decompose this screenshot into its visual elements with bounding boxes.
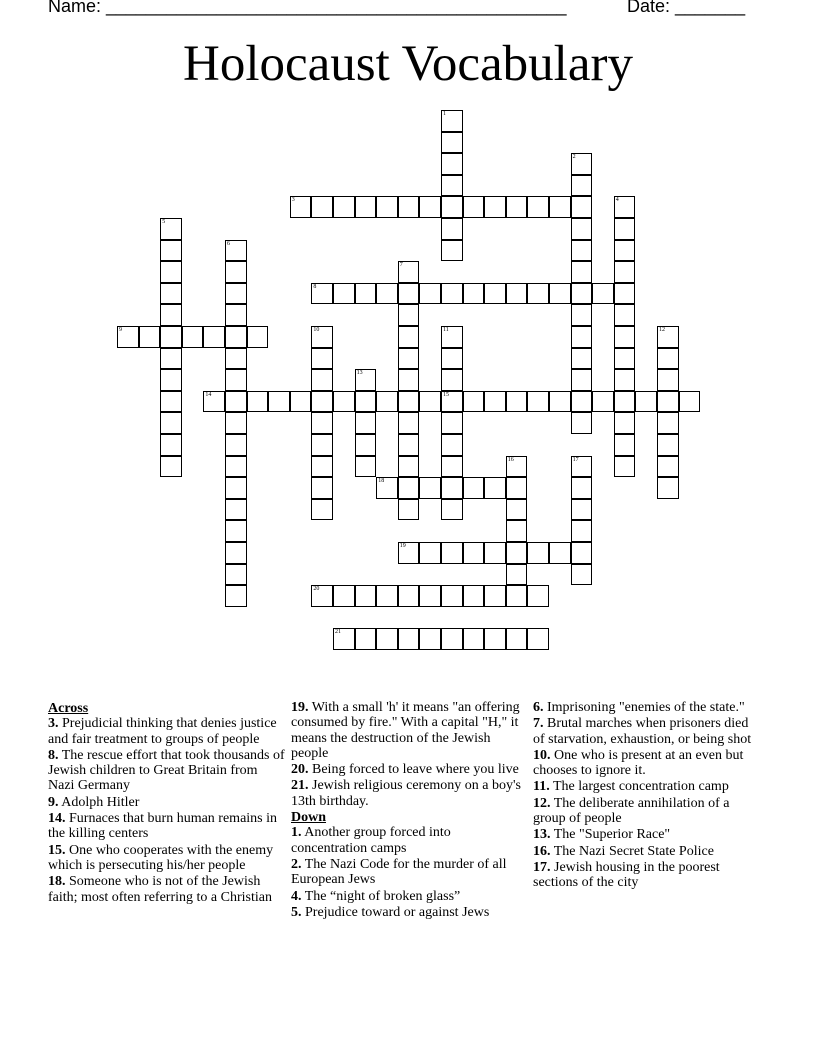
- grid-cell[interactable]: [506, 542, 528, 564]
- grid-cell[interactable]: [506, 564, 528, 586]
- grid-cell[interactable]: [484, 391, 506, 413]
- grid-cell[interactable]: [614, 326, 636, 348]
- clue-number: 18: [378, 478, 385, 485]
- grid-cell[interactable]: [571, 326, 593, 348]
- grid-cell[interactable]: [614, 261, 636, 283]
- grid-cell[interactable]: [311, 499, 333, 521]
- clue-text: With a small 'h' it means "an offering consumed by fire." With a capital "H," it means the destruction of the Jewish people: [291, 700, 520, 761]
- grid-cell[interactable]: [506, 477, 528, 499]
- grid-cell[interactable]: [398, 499, 420, 521]
- clue-number: 15: [443, 391, 449, 398]
- grid-cell[interactable]: [225, 499, 247, 521]
- grid-cell[interactable]: [571, 391, 593, 413]
- grid-cell[interactable]: [203, 391, 225, 413]
- grid-cell[interactable]: [419, 196, 441, 218]
- clues-column-1: [48, 700, 286, 906]
- grid-cell[interactable]: [463, 283, 485, 305]
- grid-cell[interactable]: [225, 240, 247, 262]
- grid-cell[interactable]: [657, 434, 679, 456]
- grid-cell[interactable]: [398, 456, 420, 478]
- grid-cell[interactable]: [160, 412, 182, 434]
- grid-cell[interactable]: [441, 326, 463, 348]
- grid-cell[interactable]: [376, 283, 398, 305]
- clue-number-label: 10.: [533, 747, 551, 763]
- grid-cell[interactable]: [484, 542, 506, 564]
- across-heading: Across: [48, 701, 89, 716]
- clue-number: 5: [162, 219, 166, 225]
- clue-number: 21: [335, 629, 341, 636]
- grid-cell[interactable]: [333, 585, 355, 607]
- grid-cell[interactable]: [333, 283, 355, 305]
- clue-number-label: 13.: [533, 827, 551, 843]
- grid-cell[interactable]: [527, 196, 549, 218]
- clue-text: Prejudice toward or against Jews: [305, 904, 490, 920]
- grid-cell[interactable]: [657, 477, 679, 499]
- clue-number-label: 4.: [291, 888, 302, 904]
- clue-number-label: 14.: [48, 811, 66, 827]
- grid-cell[interactable]: [355, 283, 377, 305]
- grid-cell[interactable]: [376, 196, 398, 218]
- clue-number: 14: [205, 391, 212, 398]
- clue-text: Jewish religious ceremony on a boy's 13th birthday.: [291, 778, 521, 809]
- grid-cell[interactable]: [571, 240, 593, 262]
- grid-cell[interactable]: [441, 283, 463, 305]
- grid-cell[interactable]: [290, 196, 312, 218]
- grid-cell[interactable]: [441, 412, 463, 434]
- clue-down-6: [533, 700, 758, 715]
- clue-across-20: [291, 762, 521, 777]
- grid-cell[interactable]: [398, 283, 420, 305]
- grid-cell[interactable]: [441, 477, 463, 499]
- clue-across-19: [291, 700, 521, 761]
- grid-cell[interactable]: [571, 499, 593, 521]
- grid-cell[interactable]: [398, 585, 420, 607]
- clue-number-label: 12.: [533, 795, 551, 811]
- clue-text: One who cooperates with the enemy which is persecuting his/her people: [48, 842, 274, 873]
- grid-cell[interactable]: [398, 326, 420, 348]
- grid-cell[interactable]: [376, 585, 398, 607]
- clue-number: 8: [313, 283, 317, 290]
- grid-cell[interactable]: [441, 628, 463, 650]
- grid-cell[interactable]: [614, 304, 636, 326]
- grid-cell[interactable]: [225, 542, 247, 564]
- grid-cell[interactable]: [441, 240, 463, 262]
- grid-cell[interactable]: [419, 283, 441, 305]
- grid-cell[interactable]: [571, 542, 593, 564]
- grid-cell[interactable]: [506, 499, 528, 521]
- clue-down-7: [533, 716, 758, 747]
- clue-number: 12: [659, 327, 665, 333]
- grid-cell[interactable]: [160, 369, 182, 391]
- grid-cell[interactable]: [614, 456, 636, 478]
- clue-across-18: [48, 874, 286, 905]
- grid-cell[interactable]: [398, 542, 420, 564]
- grid-cell[interactable]: [355, 456, 377, 478]
- clue-text: Adolph Hitler: [61, 794, 140, 810]
- clue-down-5: [291, 905, 521, 920]
- clue-number: 7: [399, 262, 403, 269]
- clue-down-1: [291, 825, 521, 856]
- grid-cell[interactable]: [160, 261, 182, 283]
- grid-cell[interactable]: [441, 542, 463, 564]
- grid-cell[interactable]: [549, 283, 571, 305]
- clue-number-label: 18.: [48, 874, 66, 890]
- grid-cell[interactable]: [527, 628, 549, 650]
- grid-cell[interactable]: [160, 456, 182, 478]
- grid-cell[interactable]: [441, 218, 463, 240]
- grid-cell[interactable]: [398, 477, 420, 499]
- grid-cell[interactable]: [571, 456, 593, 478]
- grid-cell[interactable]: [441, 110, 463, 132]
- grid-cell[interactable]: [571, 348, 593, 370]
- grid-cell[interactable]: [571, 412, 593, 434]
- grid-cell[interactable]: [657, 412, 679, 434]
- clue-across-8: [48, 748, 286, 794]
- grid-cell[interactable]: [506, 520, 528, 542]
- grid-cell[interactable]: [311, 196, 333, 218]
- clue-text: Someone who is not of the Jewish faith; most often referring to a Christian: [48, 874, 272, 905]
- clue-number-label: 5.: [291, 904, 302, 920]
- grid-cell[interactable]: [571, 477, 593, 499]
- grid-cell[interactable]: [441, 132, 463, 154]
- grid-cell[interactable]: [398, 348, 420, 370]
- grid-cell[interactable]: [355, 585, 377, 607]
- clue-number: 16: [507, 456, 514, 463]
- grid-cell[interactable]: [571, 283, 593, 305]
- grid-cell[interactable]: [419, 477, 441, 499]
- clue-number-label: 15.: [48, 842, 66, 858]
- clue-down-17: [533, 860, 758, 891]
- grid-cell[interactable]: [571, 369, 593, 391]
- grid-cell[interactable]: [333, 628, 355, 650]
- grid-cell[interactable]: [571, 218, 593, 240]
- grid-cell[interactable]: [398, 261, 420, 283]
- grid-cell[interactable]: [355, 369, 377, 391]
- grid-cell[interactable]: [484, 283, 506, 305]
- clue-down-12: [533, 796, 758, 827]
- grid-cell[interactable]: [355, 412, 377, 434]
- grid-cell[interactable]: [311, 391, 333, 413]
- date-field[interactable]: Date: _______: [627, 0, 746, 16]
- grid-cell[interactable]: [419, 542, 441, 564]
- clue-across-15: [48, 843, 286, 874]
- grid-cell[interactable]: [311, 283, 333, 305]
- clue-number-label: 8.: [48, 747, 59, 763]
- grid-cell[interactable]: [441, 196, 463, 218]
- clue-text: Jewish housing in the poorest sections of the city: [533, 859, 720, 891]
- clue-number-label: 7.: [533, 716, 544, 732]
- grid-cell[interactable]: [441, 348, 463, 370]
- clue-number: 1: [443, 111, 446, 117]
- down-heading: Down: [291, 810, 327, 826]
- grid-cell[interactable]: [225, 456, 247, 478]
- clue-text: The deliberate annihilation of a group of people: [533, 795, 730, 827]
- clue-text: Prejudicial thinking that denies justice and fair treatment to groups of people: [48, 716, 277, 747]
- clue-text: The "Superior Race": [553, 827, 671, 843]
- grid-cell[interactable]: [571, 153, 593, 175]
- clue-across-14: [48, 811, 286, 842]
- grid-cell[interactable]: [635, 391, 657, 413]
- grid-cell[interactable]: [398, 391, 420, 413]
- grid-cell[interactable]: [160, 240, 182, 262]
- grid-cell[interactable]: [225, 369, 247, 391]
- grid-cell[interactable]: [160, 304, 182, 326]
- grid-cell[interactable]: [225, 326, 247, 348]
- grid-cell[interactable]: [463, 628, 485, 650]
- grid-cell[interactable]: [657, 326, 679, 348]
- grid-cell[interactable]: [463, 585, 485, 607]
- grid-cell[interactable]: [311, 456, 333, 478]
- grid-cell[interactable]: [225, 412, 247, 434]
- grid-cell[interactable]: [571, 261, 593, 283]
- grid-cell[interactable]: [225, 304, 247, 326]
- grid-cell[interactable]: [592, 283, 614, 305]
- clue-number: 9: [119, 327, 122, 333]
- grid-cell[interactable]: [160, 348, 182, 370]
- clue-down-11: [533, 779, 758, 794]
- grid-cell[interactable]: [657, 369, 679, 391]
- grid-cell[interactable]: [441, 153, 463, 175]
- grid-cell[interactable]: [506, 585, 528, 607]
- grid-cell[interactable]: [614, 412, 636, 434]
- clue-number: 19: [399, 543, 406, 549]
- grid-cell[interactable]: [441, 499, 463, 521]
- grid-cell[interactable]: [268, 391, 290, 413]
- clue-across-3: [48, 716, 286, 747]
- grid-cell[interactable]: [398, 412, 420, 434]
- grid-cell[interactable]: [355, 391, 377, 413]
- grid-cell[interactable]: [527, 391, 549, 413]
- grid-cell[interactable]: [506, 283, 528, 305]
- grid-cell[interactable]: [527, 542, 549, 564]
- grid-cell[interactable]: [527, 283, 549, 305]
- grid-cell[interactable]: [549, 542, 571, 564]
- clue-number: 20: [313, 586, 320, 593]
- grid-cell[interactable]: [225, 391, 247, 413]
- grid-cell[interactable]: [225, 283, 247, 305]
- grid-cell[interactable]: [247, 391, 269, 413]
- grid-cell[interactable]: [225, 585, 247, 607]
- grid-cell[interactable]: [225, 261, 247, 283]
- grid-cell[interactable]: [355, 434, 377, 456]
- clue-down-16: [533, 844, 758, 859]
- grid-cell[interactable]: [484, 196, 506, 218]
- clue-text: The “night of broken glass”: [304, 888, 461, 904]
- grid-cell[interactable]: [311, 412, 333, 434]
- grid-cell[interactable]: [614, 218, 636, 240]
- grid-cell[interactable]: [117, 326, 139, 348]
- clue-number-label: 3.: [48, 716, 59, 732]
- clue-number-label: 2.: [291, 856, 302, 872]
- clue-text: The Nazi Secret State Police: [553, 843, 714, 859]
- clue-number-label: 16.: [533, 843, 551, 859]
- clue-number-label: 6.: [533, 700, 544, 715]
- clue-down-4: [291, 889, 521, 904]
- grid-cell[interactable]: [355, 196, 377, 218]
- grid-cell[interactable]: [160, 326, 182, 348]
- grid-cell[interactable]: [290, 391, 312, 413]
- grid-cell[interactable]: [571, 564, 593, 586]
- clue-number-label: 21.: [291, 778, 309, 794]
- grid-cell[interactable]: [160, 218, 182, 240]
- clue-number: 13: [356, 370, 363, 377]
- grid-cell[interactable]: [311, 585, 333, 607]
- clue-number: 2: [572, 154, 576, 161]
- grid-cell[interactable]: [463, 196, 485, 218]
- grid-cell[interactable]: [441, 175, 463, 197]
- grid-cell[interactable]: [139, 326, 161, 348]
- clue-down-10: [533, 748, 758, 779]
- grid-cell[interactable]: [657, 456, 679, 478]
- grid-cell[interactable]: [398, 369, 420, 391]
- clue-across-21: [291, 778, 521, 809]
- grid-cell[interactable]: [614, 196, 636, 218]
- grid-cell[interactable]: [506, 456, 528, 478]
- clue-text: Another group forced into concentration camps: [291, 825, 451, 856]
- clue-number: 10: [313, 327, 320, 333]
- grid-cell[interactable]: [160, 391, 182, 413]
- grid-cell[interactable]: [657, 348, 679, 370]
- grid-cell[interactable]: [398, 434, 420, 456]
- clue-number-label: 20.: [291, 762, 309, 778]
- grid-cell[interactable]: [679, 391, 701, 413]
- clue-number: 11: [443, 327, 449, 333]
- grid-cell[interactable]: [441, 391, 463, 413]
- grid-cell[interactable]: [160, 283, 182, 305]
- grid-cell[interactable]: [657, 391, 679, 413]
- grid-cell[interactable]: [182, 326, 204, 348]
- grid-cell[interactable]: [376, 628, 398, 650]
- clue-number: 17: [572, 456, 579, 463]
- grid-cell[interactable]: [463, 542, 485, 564]
- grid-cell[interactable]: [549, 196, 571, 218]
- grid-cell[interactable]: [571, 175, 593, 197]
- clue-text: The largest concentration camp: [552, 779, 729, 795]
- grid-cell[interactable]: [592, 391, 614, 413]
- name-field[interactable]: Name: ______________________________________________: [48, 0, 567, 16]
- grid-cell[interactable]: [355, 628, 377, 650]
- grid-cell[interactable]: [484, 628, 506, 650]
- grid-cell[interactable]: [571, 304, 593, 326]
- grid-cell[interactable]: [419, 585, 441, 607]
- grid-cell[interactable]: [203, 326, 225, 348]
- clues-column-2: [291, 700, 521, 921]
- grid-cell[interactable]: [311, 369, 333, 391]
- clue-number: 6: [227, 240, 230, 247]
- clue-text: The Nazi Code for the murder of all European Jews: [291, 856, 507, 888]
- grid-cell[interactable]: [463, 477, 485, 499]
- grid-cell[interactable]: [225, 434, 247, 456]
- grid-cell[interactable]: [311, 326, 333, 348]
- grid-cell[interactable]: [549, 391, 571, 413]
- grid-cell[interactable]: [441, 369, 463, 391]
- clue-number-label: 11.: [533, 779, 550, 795]
- grid-cell[interactable]: [225, 348, 247, 370]
- clue-text: Brutal marches when prisoners died of starvation, exhaustion, or being shot: [533, 716, 752, 747]
- grid-cell[interactable]: [225, 477, 247, 499]
- grid-cell[interactable]: [376, 391, 398, 413]
- grid-cell[interactable]: [506, 628, 528, 650]
- grid-cell[interactable]: [376, 477, 398, 499]
- grid-cell[interactable]: [506, 391, 528, 413]
- grid-cell[interactable]: [247, 326, 269, 348]
- clue-number-label: 1.: [291, 825, 302, 841]
- clue-text: The rescue effort that took thousands of Jewish children to Great Britain from Nazi Germany: [48, 747, 285, 794]
- grid-cell[interactable]: [311, 348, 333, 370]
- grid-cell[interactable]: [463, 391, 485, 413]
- grid-cell[interactable]: [225, 520, 247, 542]
- grid-cell[interactable]: [441, 434, 463, 456]
- grid-cell[interactable]: [614, 240, 636, 262]
- clue-down-13: [533, 827, 758, 842]
- clue-down-2: [291, 857, 521, 888]
- clue-text: One who is present at an even but chooses to ignore it.: [533, 747, 744, 779]
- clues-column-3: [533, 700, 758, 892]
- grid-cell[interactable]: [419, 628, 441, 650]
- grid-cell[interactable]: [614, 369, 636, 391]
- clue-text: Imprisoning "enemies of the state.": [547, 700, 745, 715]
- grid-cell[interactable]: [398, 628, 420, 650]
- grid-cell[interactable]: [484, 585, 506, 607]
- grid-cell[interactable]: [398, 196, 420, 218]
- grid-cell[interactable]: [398, 304, 420, 326]
- grid-cell[interactable]: [614, 434, 636, 456]
- page-title: Holocaust Vocabulary: [183, 36, 633, 92]
- grid-cell[interactable]: [527, 585, 549, 607]
- grid-cell[interactable]: [506, 196, 528, 218]
- grid-cell[interactable]: [614, 391, 636, 413]
- clue-number-label: 9.: [48, 794, 59, 810]
- grid-cell[interactable]: [419, 391, 441, 413]
- grid-cell[interactable]: [614, 283, 636, 305]
- grid-cell[interactable]: [225, 564, 247, 586]
- grid-cell[interactable]: [333, 196, 355, 218]
- grid-cell[interactable]: [571, 520, 593, 542]
- grid-cell[interactable]: [311, 477, 333, 499]
- clue-number: 4: [615, 197, 619, 204]
- grid-cell[interactable]: [311, 434, 333, 456]
- grid-cell[interactable]: [484, 477, 506, 499]
- clue-text: Being forced to leave where you live: [312, 762, 519, 778]
- grid-cell[interactable]: [614, 348, 636, 370]
- grid-cell[interactable]: [441, 585, 463, 607]
- clue-number-label: 17.: [533, 859, 551, 875]
- clue-across-9: [48, 795, 286, 810]
- clue-text: Furnaces that burn human remains in the killing centers: [48, 811, 278, 842]
- grid-cell[interactable]: [571, 196, 593, 218]
- clue-number: 3: [291, 197, 295, 204]
- clue-number-label: 19.: [291, 700, 309, 715]
- grid-cell[interactable]: [333, 391, 355, 413]
- grid-cell[interactable]: [160, 434, 182, 456]
- grid-cell[interactable]: [441, 456, 463, 478]
